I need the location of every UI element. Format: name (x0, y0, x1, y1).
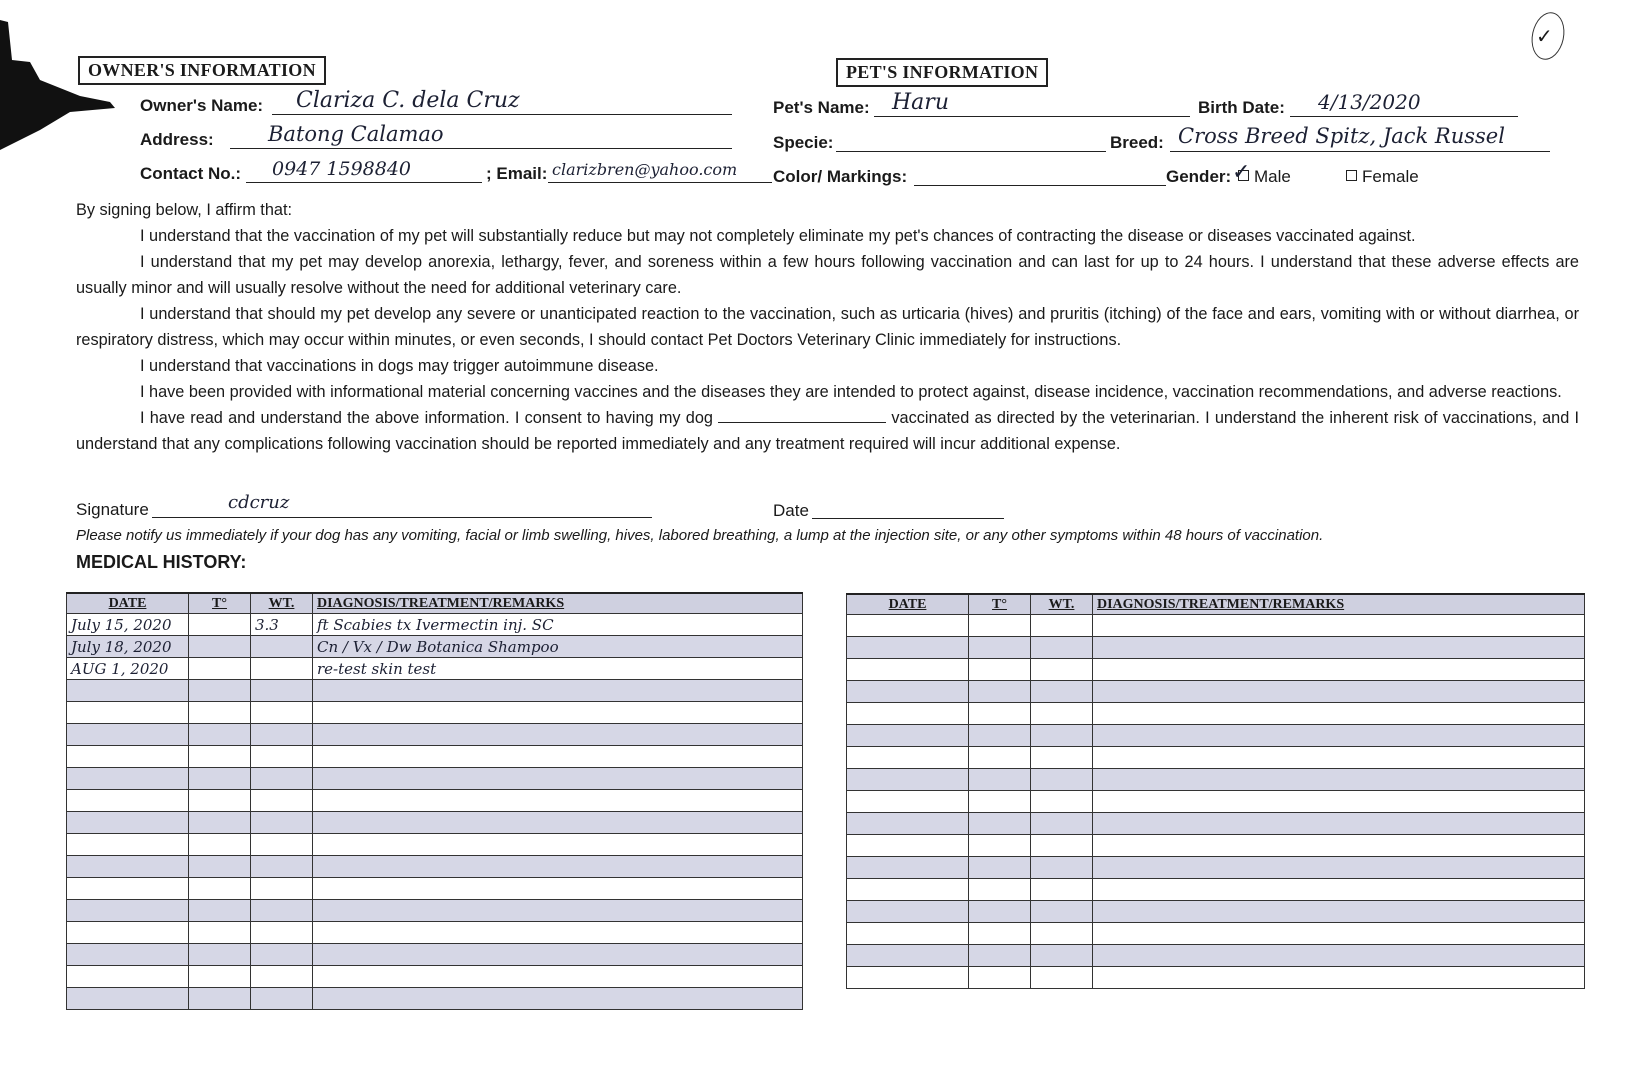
header-temp: T° (969, 594, 1031, 615)
temp-cell[interactable] (969, 769, 1031, 791)
address-label: Address: (140, 130, 214, 149)
date-cell[interactable] (847, 659, 969, 681)
remarks-cell[interactable] (313, 856, 803, 878)
temp-cell[interactable] (189, 614, 251, 636)
weight-cell[interactable] (1031, 659, 1093, 681)
table-row (67, 614, 803, 636)
date-cell[interactable] (67, 702, 189, 724)
remarks-cell[interactable]: re-test skin test (313, 658, 803, 680)
temp-cell[interactable] (969, 813, 1031, 835)
consent-intro: By signing below, I affirm that: (76, 201, 292, 219)
table-row (67, 878, 803, 900)
male-check-mark: ✓ (1232, 160, 1251, 185)
remarks-cell[interactable] (313, 922, 803, 944)
weight-cell[interactable] (1031, 637, 1093, 659)
table-row (67, 966, 803, 988)
remarks-cell[interactable] (1093, 923, 1585, 945)
date-cell[interactable]: July 15, 2020 (67, 614, 189, 636)
remarks-cell[interactable] (1093, 681, 1585, 703)
date-cell[interactable] (847, 703, 969, 725)
table-row (67, 790, 803, 812)
remarks-cell[interactable] (313, 702, 803, 724)
table-row (67, 680, 803, 702)
weight-cell[interactable] (251, 944, 313, 966)
table-row (847, 879, 1585, 901)
temp-cell[interactable] (969, 659, 1031, 681)
female-checkbox[interactable] (1346, 170, 1357, 181)
date-cell[interactable] (847, 615, 969, 637)
remarks-cell[interactable] (1093, 835, 1585, 857)
temp-cell[interactable] (969, 879, 1031, 901)
medical-history-title: MEDICAL HISTORY: (76, 552, 247, 572)
gender-female-option[interactable] (1346, 167, 1419, 187)
medical-history-table-left (66, 592, 803, 1010)
breed-label: Breed: (1110, 133, 1164, 152)
header-date: DATE (847, 594, 969, 615)
temp-cell[interactable] (189, 658, 251, 680)
date-cell[interactable] (67, 966, 189, 988)
email-label: ; Email: (486, 164, 548, 183)
signature-value: cdcruz (228, 492, 290, 513)
date-cell[interactable] (67, 988, 189, 1010)
date-cell[interactable] (847, 945, 969, 967)
temp-cell[interactable] (189, 966, 251, 988)
remarks-cell[interactable] (313, 900, 803, 922)
date-cell[interactable] (67, 878, 189, 900)
temp-cell[interactable] (969, 681, 1031, 703)
consent-p5: I have been provided with informational material concerning vaccines and the diseases they are intended to protect against, disease incidence, vaccination recommendations, and adverse reactions. (140, 383, 1562, 401)
weight-cell[interactable] (1031, 835, 1093, 857)
remarks-cell[interactable]: ft Scabies tx Ivermectin inj. SC (313, 614, 803, 636)
remarks-cell[interactable] (313, 878, 803, 900)
gender-label: Gender: (1166, 167, 1232, 186)
notice-text: Please notify us immediately if your dog has any vomiting, facial or limb swelling, hives, labored breathing, a lump at the injection site, or any other symptoms within 48 hours of vaccination. (76, 527, 1324, 544)
male-label: Male (1254, 167, 1291, 186)
contact-line[interactable] (246, 182, 482, 183)
temp-cell[interactable] (189, 724, 251, 746)
date-cell[interactable] (67, 922, 189, 944)
table-row (847, 747, 1585, 769)
dog-name-blank[interactable] (718, 408, 886, 423)
date-cell[interactable] (847, 813, 969, 835)
temp-cell[interactable] (189, 856, 251, 878)
header-weight: WT. (1031, 594, 1093, 615)
female-label: Female (1362, 167, 1419, 186)
table-row (847, 769, 1585, 791)
weight-cell[interactable] (1031, 703, 1093, 725)
specie-line[interactable] (836, 151, 1106, 152)
remarks-cell[interactable] (313, 724, 803, 746)
contact-label: Contact No.: (140, 164, 242, 183)
header-weight: WT. (251, 593, 313, 614)
temp-cell[interactable] (189, 812, 251, 834)
weight-cell[interactable] (1031, 813, 1093, 835)
pet-name-line[interactable] (874, 116, 1190, 117)
header-remarks: DIAGNOSIS/TREATMENT/REMARKS (313, 593, 803, 614)
remarks-cell[interactable] (313, 746, 803, 768)
date-cell[interactable] (847, 791, 969, 813)
date-cell[interactable] (67, 724, 189, 746)
weight-cell[interactable] (251, 636, 313, 658)
table-row (847, 703, 1585, 725)
temp-cell[interactable] (189, 878, 251, 900)
date-cell[interactable]: AUG 1, 2020 (67, 658, 189, 680)
color-markings-label: Color/ Markings: (773, 167, 908, 186)
date-cell[interactable] (847, 747, 969, 769)
table-row (67, 768, 803, 790)
table-row (847, 813, 1585, 835)
temp-cell[interactable] (969, 637, 1031, 659)
weight-cell[interactable] (251, 724, 313, 746)
remarks-cell[interactable] (1093, 967, 1585, 989)
remarks-cell[interactable] (1093, 615, 1585, 637)
table-row (67, 900, 803, 922)
breed-line[interactable] (1170, 151, 1550, 152)
header-date: DATE (67, 593, 189, 614)
header-temp: T° (189, 593, 251, 614)
table-row (67, 988, 803, 1010)
date-label: Date (773, 501, 809, 520)
remarks-cell[interactable] (1093, 945, 1585, 967)
table-row (847, 967, 1585, 989)
medical-history-table-right (846, 593, 1585, 989)
temp-cell[interactable] (969, 945, 1031, 967)
weight-cell[interactable] (1031, 879, 1093, 901)
weight-cell[interactable] (1031, 945, 1093, 967)
checkmark-icon: ✓ (1536, 26, 1553, 48)
consent-p6-end: vaccinated as directed by the veterinarian. I understand the inherent risk of vaccinations, and I understand that any complications following vaccination should be reported immediately and any treatment required will incur additional expense. (76, 409, 1580, 453)
table-row (847, 901, 1585, 923)
remarks-cell[interactable] (313, 812, 803, 834)
table-row (847, 791, 1585, 813)
weight-cell[interactable] (251, 790, 313, 812)
weight-cell[interactable] (1031, 857, 1093, 879)
date-cell[interactable] (847, 857, 969, 879)
birth-date-line[interactable] (1290, 116, 1518, 117)
temp-cell[interactable] (969, 923, 1031, 945)
weight-cell[interactable] (1031, 923, 1093, 945)
birth-date-label: Birth Date: (1198, 98, 1285, 117)
remarks-cell[interactable] (1093, 879, 1585, 901)
specie-label: Specie: (773, 133, 834, 152)
address-line[interactable] (230, 148, 732, 149)
weight-cell[interactable] (251, 900, 313, 922)
table-row (847, 637, 1585, 659)
weight-cell[interactable] (251, 746, 313, 768)
weight-cell[interactable] (1031, 791, 1093, 813)
temp-cell[interactable] (189, 900, 251, 922)
remarks-cell[interactable] (1093, 791, 1585, 813)
remarks-cell[interactable] (1093, 901, 1585, 923)
temp-cell[interactable] (969, 615, 1031, 637)
date-cell[interactable] (67, 900, 189, 922)
temp-cell[interactable] (969, 747, 1031, 769)
table-row (67, 856, 803, 878)
date-cell[interactable] (847, 769, 969, 791)
temp-cell[interactable] (969, 703, 1031, 725)
date-cell[interactable] (67, 834, 189, 856)
date-cell[interactable] (67, 746, 189, 768)
owner-name-value: Clariza C. dela Cruz (296, 88, 520, 113)
weight-cell[interactable] (1031, 901, 1093, 923)
temp-cell[interactable] (189, 790, 251, 812)
date-cell[interactable] (67, 680, 189, 702)
consent-p3: I understand that should my pet develop any severe or unanticipated reaction to the vaccination, such as urticaria (hives) and pruritis (itching) of the face and ears, vomiting with or without diarrhea, or respiratory distress, which may occur within minutes, or even seconds, I should contact Pet Doctors Veterinary Clinic immediately for instructions. (76, 305, 1579, 349)
table-row (847, 659, 1585, 681)
weight-cell[interactable] (1031, 769, 1093, 791)
table-row (847, 945, 1585, 967)
weight-cell[interactable] (251, 988, 313, 1010)
remarks-cell[interactable] (313, 966, 803, 988)
temp-cell[interactable] (969, 725, 1031, 747)
pet-name-label: Pet's Name: (773, 98, 870, 117)
email-value: clarizbren@yahoo.com (552, 160, 738, 179)
temp-cell[interactable] (189, 768, 251, 790)
email-line[interactable] (548, 182, 772, 183)
owner-section-title: OWNER'S INFORMATION (78, 56, 326, 85)
remarks-cell[interactable] (313, 944, 803, 966)
consent-text (76, 197, 1579, 457)
remarks-cell[interactable] (313, 834, 803, 856)
table-row (67, 812, 803, 834)
remarks-cell[interactable]: Cn / Vx / Dw Botanica Shampoo (313, 636, 803, 658)
table-row (67, 944, 803, 966)
date-cell[interactable] (847, 923, 969, 945)
header-remarks: DIAGNOSIS/TREATMENT/REMARKS (1093, 594, 1585, 615)
remarks-cell[interactable] (1093, 747, 1585, 769)
date-cell[interactable] (67, 856, 189, 878)
date-cell[interactable]: July 18, 2020 (67, 636, 189, 658)
date-cell[interactable] (847, 967, 969, 989)
weight-cell[interactable] (1031, 725, 1093, 747)
consent-p1: I understand that the vaccination of my pet will substantially reduce but may not completely eliminate my pet's chances of contracting the disease or diseases vaccinated against. (140, 227, 1416, 245)
temp-cell[interactable] (189, 922, 251, 944)
weight-cell[interactable] (251, 702, 313, 724)
weight-cell[interactable] (1031, 967, 1093, 989)
date-cell[interactable] (847, 637, 969, 659)
temp-cell[interactable] (189, 746, 251, 768)
birth-date-value: 4/13/2020 (1318, 90, 1421, 114)
remarks-cell[interactable] (1093, 659, 1585, 681)
table-row (67, 834, 803, 856)
temp-cell[interactable] (969, 791, 1031, 813)
weight-cell[interactable] (251, 834, 313, 856)
date-cell[interactable] (67, 768, 189, 790)
table-row (67, 658, 803, 680)
remarks-cell[interactable] (313, 680, 803, 702)
date-cell[interactable] (847, 681, 969, 703)
owner-name-label: Owner's Name: (140, 96, 264, 115)
table-row (847, 681, 1585, 703)
remarks-cell[interactable] (1093, 725, 1585, 747)
date-line[interactable] (812, 518, 1004, 519)
consent-p6 (76, 405, 1579, 457)
date-cell[interactable] (847, 725, 969, 747)
address-value: Batong Calamao (268, 122, 444, 146)
temp-cell[interactable] (969, 901, 1031, 923)
weight-cell[interactable] (251, 680, 313, 702)
consent-p2: I understand that my pet may develop anorexia, lethargy, fever, and soreness within a few hours following vaccination and can last for up to 24 hours. I understand that these adverse effects are usually minor and will usually resolve without the need for additional veterinary care. (76, 253, 1579, 297)
weight-cell[interactable] (1031, 615, 1093, 637)
table-row (67, 636, 803, 658)
consent-p6-start: I have read and understand the above information. I consent to having my dog (140, 409, 713, 427)
weight-cell[interactable]: 3.3 (251, 614, 313, 636)
temp-cell[interactable] (189, 702, 251, 724)
remarks-cell[interactable] (1093, 813, 1585, 835)
date-cell[interactable] (67, 790, 189, 812)
table-row (847, 857, 1585, 879)
weight-cell[interactable] (1031, 681, 1093, 703)
weight-cell[interactable] (251, 768, 313, 790)
signature-line[interactable] (152, 517, 652, 518)
weight-cell[interactable] (251, 812, 313, 834)
date-cell[interactable] (847, 835, 969, 857)
table-row (67, 724, 803, 746)
date-cell[interactable] (67, 944, 189, 966)
weight-cell[interactable] (1031, 747, 1093, 769)
remarks-cell[interactable] (1093, 769, 1585, 791)
temp-cell[interactable] (189, 636, 251, 658)
temp-cell[interactable] (969, 857, 1031, 879)
signature-label: Signature (76, 500, 149, 519)
color-markings-line[interactable] (914, 185, 1166, 186)
remarks-cell[interactable] (1093, 637, 1585, 659)
breed-value: Cross Breed Spitz, Jack Russel (1178, 124, 1505, 148)
temp-cell[interactable] (189, 680, 251, 702)
remarks-cell[interactable] (313, 988, 803, 1010)
date-cell[interactable] (67, 812, 189, 834)
table-row (847, 725, 1585, 747)
remarks-cell[interactable] (313, 790, 803, 812)
temp-cell[interactable] (189, 944, 251, 966)
date-cell[interactable] (847, 879, 969, 901)
table-row (67, 702, 803, 724)
table-row (847, 835, 1585, 857)
table-row (67, 746, 803, 768)
weight-cell[interactable] (251, 658, 313, 680)
weight-cell[interactable] (251, 878, 313, 900)
pet-section-title: PET'S INFORMATION (836, 58, 1048, 87)
temp-cell[interactable] (189, 988, 251, 1010)
pet-name-value: Haru (892, 90, 949, 115)
owner-name-line[interactable] (272, 114, 732, 115)
weight-cell[interactable] (251, 856, 313, 878)
remarks-cell[interactable] (1093, 703, 1585, 725)
temp-cell[interactable] (969, 967, 1031, 989)
table-row (847, 923, 1585, 945)
consent-p4: I understand that vaccinations in dogs may trigger autoimmune disease. (140, 357, 659, 375)
weight-cell[interactable] (251, 922, 313, 944)
table-row (847, 615, 1585, 637)
weight-cell[interactable] (251, 966, 313, 988)
temp-cell[interactable] (189, 834, 251, 856)
remarks-cell[interactable] (313, 768, 803, 790)
contact-value: 0947 1598840 (272, 158, 412, 180)
remarks-cell[interactable] (1093, 857, 1585, 879)
table-row (67, 922, 803, 944)
date-cell[interactable] (847, 901, 969, 923)
temp-cell[interactable] (969, 835, 1031, 857)
